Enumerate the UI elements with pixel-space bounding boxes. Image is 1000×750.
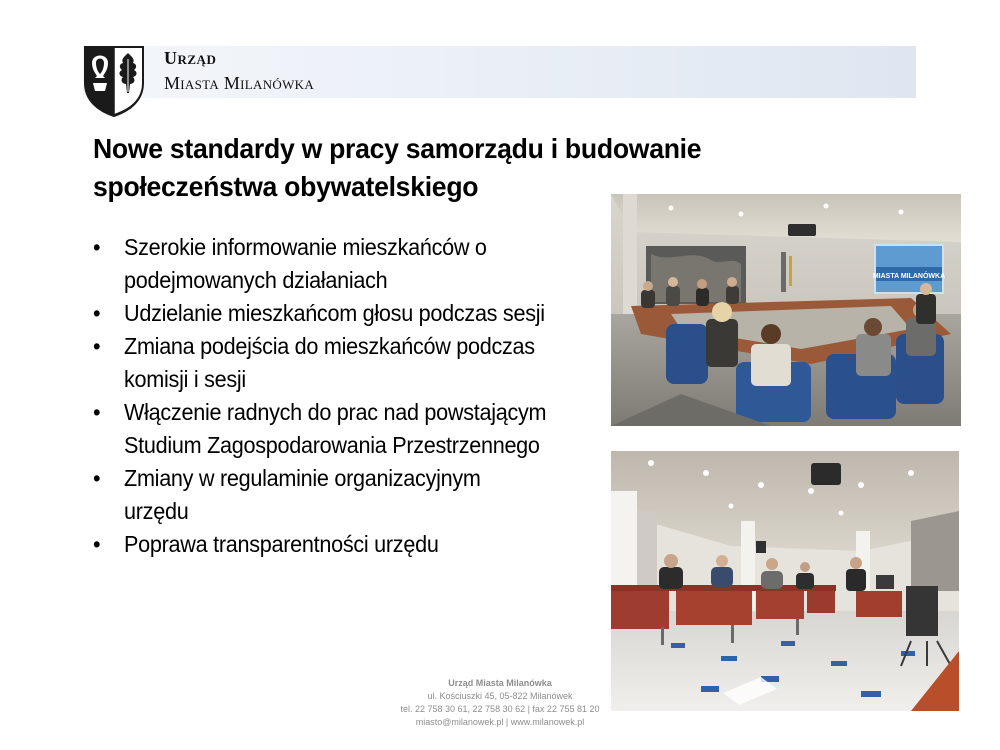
bullet-text: Zmiany w regulaminie organizacyjnym (124, 465, 481, 491)
footer-contact (380, 677, 620, 729)
projector-screen-text: MIASTA MILANÓWKA (872, 273, 946, 280)
bullet-text: Zmiana podejścia do mieszkańców podczas (124, 333, 535, 359)
bullet-text: Udzielanie mieszkańcom głosu podczas sesji (124, 300, 545, 326)
bullet-text: Studium Zagospodarowania Przestrzennego (124, 432, 540, 458)
meeting-photo-1 (611, 194, 961, 426)
footer-address: ul. Kościuszki 45, 05-822 Milanówek (427, 691, 573, 701)
footer-web: miasto@milanowek.pl | www.milanowek.pl (415, 717, 585, 727)
bullet-item (93, 462, 601, 528)
bullet-item (93, 297, 601, 330)
slide-title-line2: społeczeństwa obywatelskiego (93, 171, 479, 202)
bullet-item (93, 330, 601, 396)
bullet-item (93, 231, 601, 297)
city-crest-logo (83, 45, 145, 117)
bullet-text: urzędu (124, 498, 189, 524)
bullet-item (93, 528, 601, 561)
bullet-list (93, 231, 601, 561)
meeting-photo-2 (611, 451, 959, 711)
bullet-text: Włączenie radnych do prac nad powstającym (124, 399, 547, 425)
bullet-item (93, 396, 601, 462)
slide-title-line1: Nowe standardy w pracy samorządu i budowanie (93, 133, 702, 164)
bullet-text: komisji i sesji (124, 366, 246, 392)
org-name-line1: Urząd (164, 48, 217, 68)
org-name-line2: Miasta Milanówka (164, 73, 315, 93)
footer-org: Urząd Miasta Milanówka (448, 678, 552, 688)
bullet-text: podejmowanych działaniach (124, 267, 388, 293)
bullet-text: Szerokie informowanie mieszkańców o (124, 234, 487, 260)
organization-name (164, 49, 314, 92)
bullet-text: Poprawa transparentności urzędu (124, 531, 439, 557)
footer-phones: tel. 22 758 30 61, 22 758 30 62 | fax 22 755 81 20 (400, 704, 600, 714)
